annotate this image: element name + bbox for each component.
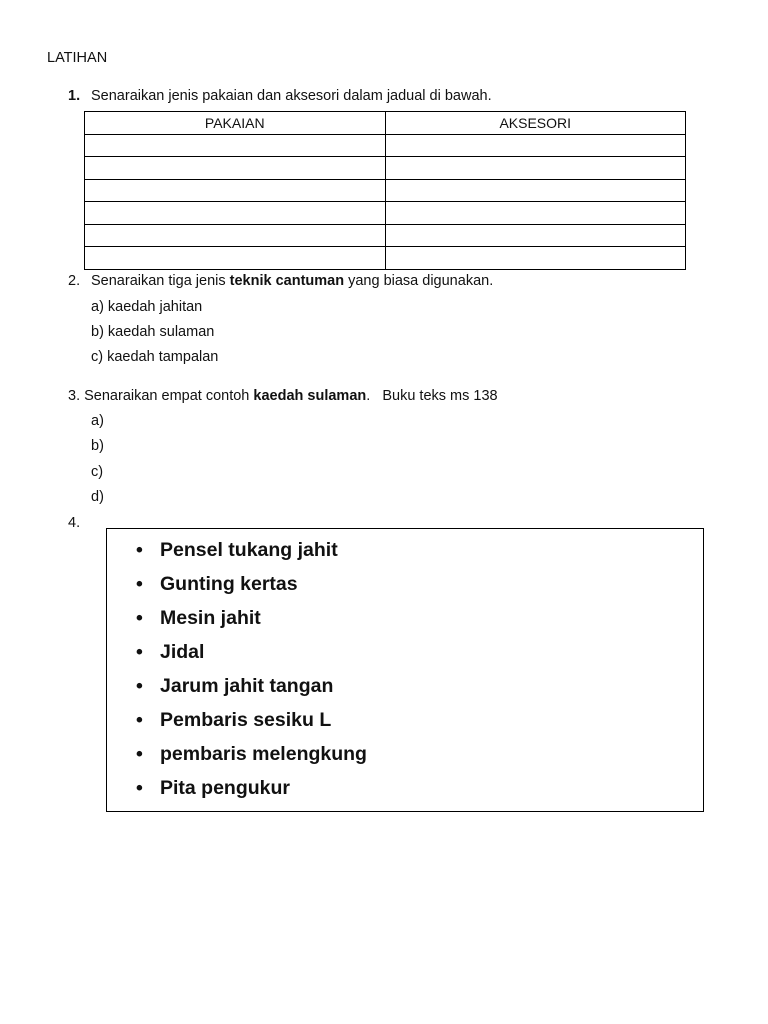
table-cell-aksesori[interactable] [385,134,686,157]
table-cell-pakaian[interactable] [85,134,386,157]
question-1-text: Senaraikan jenis pakaian dan aksesori dalam jadual di bawah. [91,88,492,104]
table-cell-aksesori[interactable] [385,179,686,202]
table-cell-aksesori[interactable] [385,224,686,247]
question-3: 3. Senaraikan empat contoh kaedah sulaman. Buku teks ms 138 [68,388,498,404]
bullet-icon: • [136,675,143,697]
clothing-accessories-table [84,111,686,270]
table-cell-pakaian[interactable] [85,224,386,247]
bullet-icon: • [136,573,143,595]
sewing-tools-box: • Pensel tukang jahit • Gunting kertas • Mesin jahit • Jidal • Jarum jahit tangan • Pembaris sesiku L • pembaris melengkung • Pita pengukur [106,528,704,812]
answer-line: a) kaedah jahitan [91,299,203,315]
table-cell-pakaian[interactable] [85,247,386,270]
worksheet-title: LATIHAN [47,50,108,66]
table-cell-pakaian[interactable] [85,157,386,180]
answer-label: a) [91,413,104,429]
question-2-text: Senaraikan tiga jenis teknik cantuman yang biasa digunakan. [91,273,494,289]
question-4-number: 4. [68,515,81,531]
table-row [85,134,686,157]
bullet-icon: • [136,607,143,629]
table-row [85,224,686,247]
bullet-icon: • [136,777,143,799]
question-2-keyword: teknik cantuman [229,273,345,289]
answer-line: c) kaedah tampalan [91,349,219,365]
answer-label: b) [91,438,104,454]
bullet-icon: • [136,641,143,663]
question-3-number: 3. [68,388,81,404]
table-cell-pakaian[interactable] [85,179,386,202]
bullet-icon: • [136,539,143,561]
table-cell-aksesori[interactable] [385,202,686,225]
bullet-icon: • [136,743,143,765]
table-row [85,179,686,202]
answer-line: b) kaedah sulaman [91,324,215,340]
table-cell-pakaian[interactable] [85,202,386,225]
answer-label: d) [91,489,104,505]
table-cell-aksesori[interactable] [385,247,686,270]
question-1-number: 1. [68,88,81,104]
table-row [85,202,686,225]
column-header-aksesori: AKSESORI [385,112,686,135]
question-3-keyword: kaedah sulaman [253,388,367,404]
table-row [85,247,686,270]
table-cell-aksesori[interactable] [385,157,686,180]
column-header-pakaian: PAKAIAN [85,112,386,135]
question-1 [68,87,492,105]
question-2 [68,272,494,290]
table-row [85,157,686,180]
table-header-row [85,112,686,135]
bullet-icon: • [136,709,143,731]
answer-label: c) [91,464,104,480]
question-2-number: 2. [68,273,81,289]
